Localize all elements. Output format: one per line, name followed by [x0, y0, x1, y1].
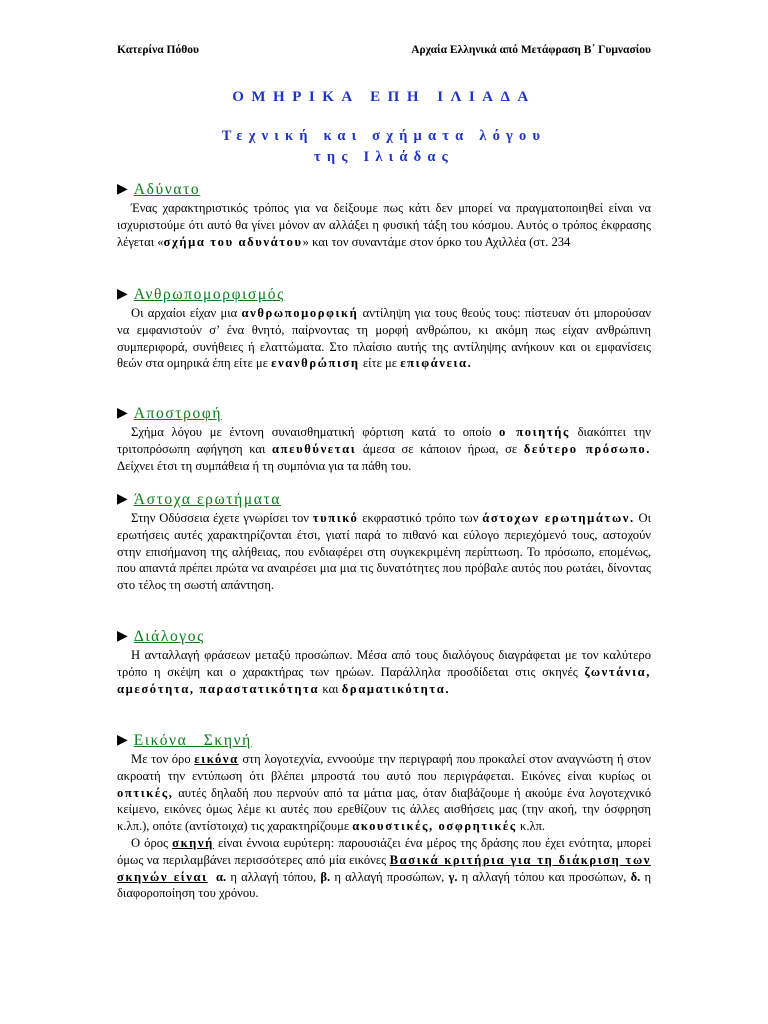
text: Η ανταλλαγή φράσεων μεταξύ προσώπων. Μέσα από τους διαλόγους διαγράφεται με τον καλύτερο τρόπο η σκέψη και ο χαρακτήρας των ηρώων. Παράλληλα προσδίδεται στις σκηνές: [117, 648, 651, 679]
text: διακόπτει την τριτοπρόσωπη αφήγηση και: [117, 425, 651, 456]
section-heading-label: Αποστροφή: [133, 405, 223, 422]
text: εκφραστικό τρόπο των: [358, 511, 483, 525]
text: η αλλαγή τόπου,: [226, 869, 321, 884]
page-subtitle: [0, 126, 768, 168]
section-apostrofi: [117, 404, 651, 474]
subtitle-line-1: Τεχνική και σχήματα λόγου: [221, 128, 547, 144]
page-title: ΟΜΗΡΙΚΑ ΕΠΗ ΙΛΙΑΔΑ: [232, 89, 536, 105]
emphasis: γ.: [448, 869, 458, 884]
triangle-bullet-icon: ▶: [117, 733, 128, 748]
emphasis: τυπικό: [312, 511, 359, 525]
triangle-bullet-icon: ▶: [117, 629, 128, 644]
text: η αλλαγή τόπου και προσώπων,: [457, 869, 631, 884]
text: Ο όρος: [131, 835, 173, 850]
emphasis: σκηνή: [172, 835, 214, 850]
emphasis: α.: [216, 869, 227, 884]
emphasis: σχήμα του αδυνάτου: [163, 234, 303, 249]
text: αντίληψη για τους θεούς τους: πίστευαν ότι μπορούσαν να εμφανιστούν σ’ ένα θνητό, παίρνοντας τη μορφή ανθρώπου, κι ακόμη πως είχαν ανθρώπινη συμπεριφορά, συνήθειες ή ελαττώματα. Στο πλαίσιο αυτής της αντίληψης ανήκουν και οι εμφανίσεις θεών στα ομηρικά έπη είτε με: [117, 306, 651, 371]
triangle-bullet-icon: ▶: [117, 406, 128, 421]
text: Στην Οδύσσεια έχετε γνωρίσει τον: [131, 511, 313, 525]
section-dialogos: [117, 627, 651, 697]
emphasis: ο ποιητής: [499, 425, 570, 439]
emphasis: β.: [320, 869, 331, 884]
text: κ.λπ.: [516, 819, 546, 834]
emphasis: ακουστικές, οσφρητικές: [352, 819, 517, 834]
emphasis: οπτικές,: [117, 785, 174, 800]
text: η αλλαγή προσώπων,: [330, 869, 449, 884]
emphasis: δραματικότητα.: [341, 681, 451, 696]
emphasis: ζωντάνια, αμεσότητα, παραστατικότητα: [117, 664, 651, 696]
emphasis: ανθρωπομορφική: [241, 306, 359, 320]
section-heading: [117, 180, 651, 200]
subtitle-line-2: της Ιλιάδας: [314, 149, 454, 165]
section-paragraph: [117, 305, 651, 372]
section-heading: [117, 285, 651, 305]
section-heading-label: Αδύνατο: [133, 181, 201, 198]
emphasis: Βασικά κριτήρια για τη διάκριση των σκηνών είναι: [117, 852, 651, 884]
text: Οι αρχαίοι είχαν μια: [131, 306, 242, 320]
section-eikona-skini: [117, 731, 651, 902]
text: άμεσα σε κάποιον ήρωα, σε: [356, 441, 524, 456]
triangle-bullet-icon: ▶: [117, 182, 128, 197]
header-course: Αρχαία Ελληνικά από Μετάφραση Β΄ Γυμνασίου: [411, 44, 651, 56]
section-paragraph-2: [117, 835, 651, 902]
emphasis: δ.: [630, 869, 641, 884]
section-heading: [117, 490, 651, 510]
text: η διαφοροποίηση του χρόνου.: [117, 869, 652, 901]
triangle-bullet-icon: ▶: [117, 287, 128, 302]
section-paragraph: [117, 200, 651, 250]
text: Δείχνει έτσι τη συμπάθεια ή τη συμπόνια για τα πάθη του.: [117, 458, 412, 473]
section-adynato: [117, 180, 651, 250]
text: στη λογοτεχνία, εννοούμε την περιγραφή που προκαλεί στον αναγνώστη ή στον ακροατή την εντύπωση ότι βλέπει μπροστά του αυτό που περιγράφεται. Εικόνες είναι κυρίως οι: [117, 752, 651, 783]
section-heading-label: Διάλογος: [133, 628, 205, 645]
text: αυτές δηλαδή που περνούν από τα μάτια μας, όταν διαβάζουμε ή ακούμε ένα λογοτεχνικό κείμενο, εικόνες όμως λέμε κι αυτές που ερεθίζουν τις άλλες αισθήσεις μας (την ακοή, την όσφρηση κ.λπ.), οπότε (αντίστοιχα) τις χαρακτηρίζουμε: [117, 785, 651, 834]
header-author: Κατερίνα Πόθου: [117, 44, 199, 56]
section-paragraph: [117, 647, 651, 697]
section-heading: [117, 404, 651, 424]
emphasis: άστοχων ερωτημάτων.: [482, 511, 635, 525]
section-paragraph: [117, 751, 651, 835]
text: είναι έννοια ευρύτερη: παρουσιάζει ένα μέρος της δράσης που έχει ενότητα, μπορεί όμως να περιλαμβάνει περισσότερες από μία εικόνες: [117, 835, 651, 867]
text: Σχήμα λόγου με έντονη συναισθηματική φόρτιση κατά το οποίο: [131, 425, 500, 439]
section-paragraph: [117, 510, 651, 594]
text: είτε με: [359, 356, 401, 371]
section-heading-label: Ανθρωπομορφισμός: [133, 286, 285, 303]
section-heading-label: Εικόνα Σκηνή: [133, 732, 252, 749]
section-heading: [117, 731, 651, 751]
section-heading: [117, 627, 651, 647]
section-anthropomorphismos: [117, 285, 651, 372]
emphasis: δεύτερο πρόσωπο.: [523, 441, 651, 456]
text: Ένας χαρακτηριστικός τρόπος για να δείξουμε πως κάτι δεν μπορεί να πραγματοποιηθεί είναι να ισχυριστούμε ότι αυτό θα γίνει μόνον αν αλλάξει η φυσική τάξη του κόσμου. Αυτός ο τρόπος έκφρασης λέγεται «: [117, 201, 651, 249]
emphasis: ενανθρώπιση: [271, 356, 360, 371]
triangle-bullet-icon: ▶: [117, 492, 128, 507]
section-heading-label: Άστοχα ερωτήματα: [133, 491, 282, 508]
emphasis: επιφάνεια.: [400, 356, 473, 371]
text: Με τον όρο: [131, 752, 195, 766]
section-paragraph: [117, 424, 651, 474]
text: » και τον συναντάμε στον όρκο του Αχιλλέα (στ. 234: [302, 234, 571, 249]
section-astoxa-erotimata: [117, 490, 651, 594]
text: και: [319, 681, 342, 696]
text: [208, 870, 216, 884]
emphasis: εικόνα: [194, 752, 239, 766]
text: Οι ερωτήσεις αυτές χαρακτηρίζονται έτσι, γιατί παρά το πιθανό και εύλογο περιεχόμενό τους, αστοχούν στην επισήμανση της αλήθειας, που ενδιαφέρει στη συγκεκριμένη περίπτωση. Το πρόσωπο, επομένως, που απαντά πρέπει πρώτα να αναιρέσει μια μια τις δυνατότητες που πρόβαλε αυτός που ρωτάει, δίνοντας στο τέλος τη σωστή απάντηση.: [117, 511, 652, 593]
emphasis: απευθύνεται: [272, 441, 357, 456]
